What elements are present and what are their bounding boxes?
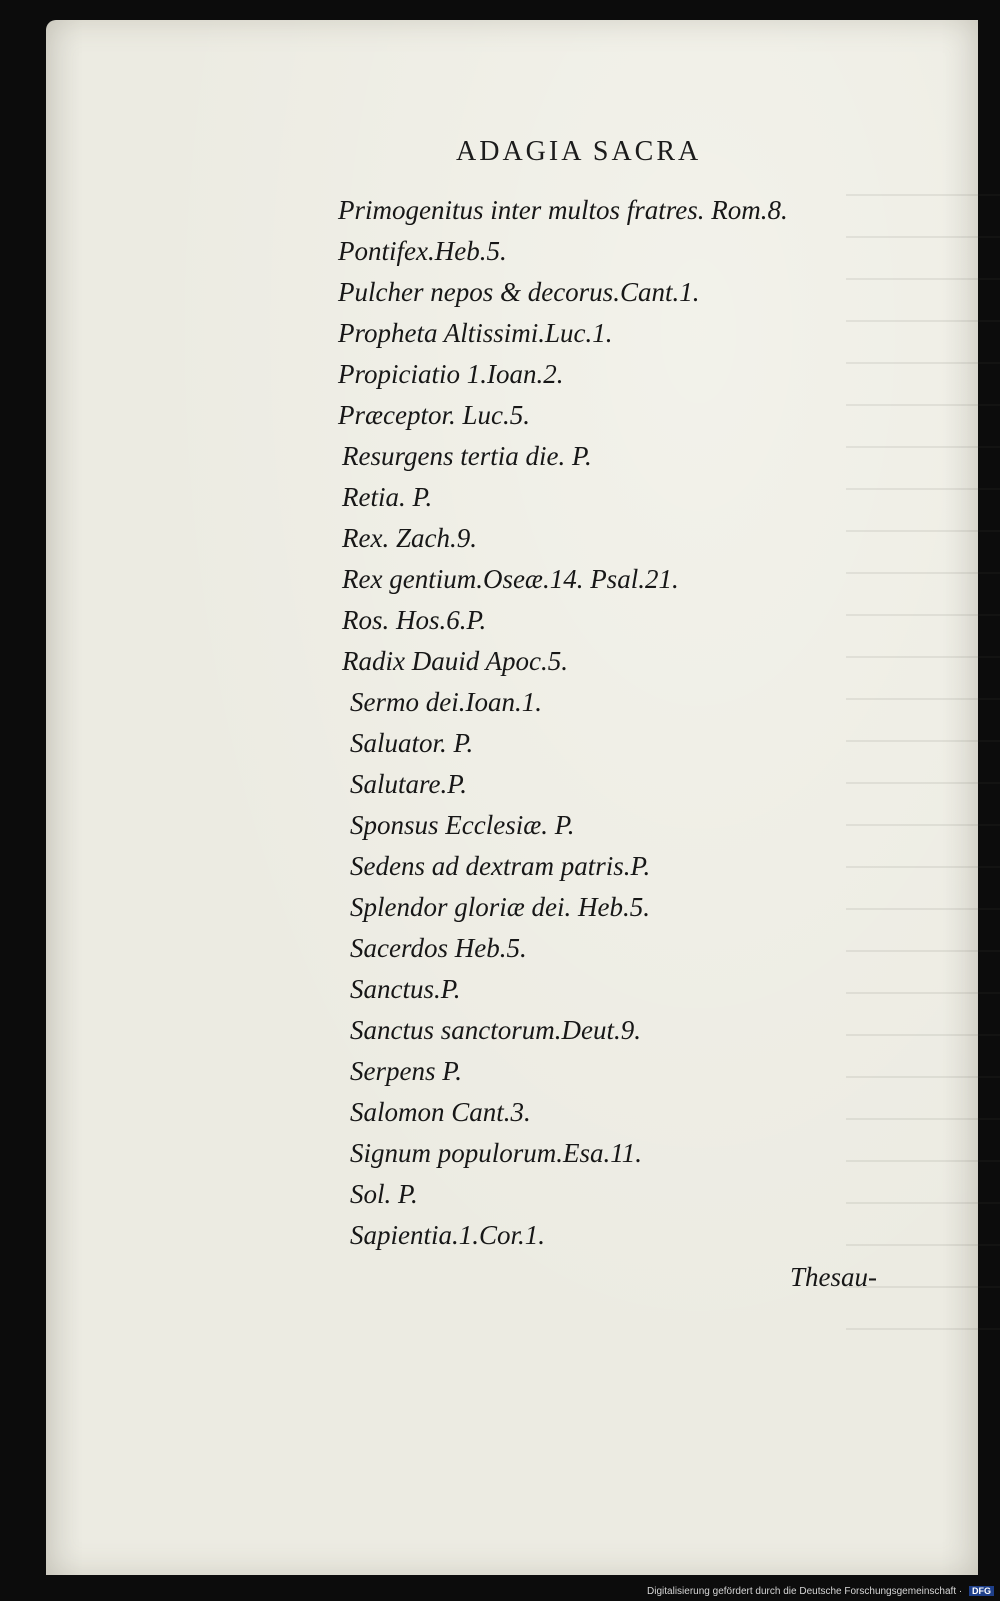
entry-line: Serpens P.: [350, 1056, 462, 1086]
entry-line: Primogenitus inter multos fratres. Rom.8.: [338, 195, 788, 225]
entry-line: Sedens ad dextram patris.P.: [350, 851, 651, 881]
entry-line: Sermo dei.Ioan.1.: [350, 687, 542, 717]
entry-line: Sacerdos Heb.5.: [350, 933, 527, 963]
entry-line: Salutare.P.: [350, 769, 468, 799]
entry-line: Resurgens tertia die. P.: [342, 441, 592, 471]
entry-line: Radix Dauid Apoc.5.: [342, 646, 568, 676]
entry-line: Præceptor. Luc.5.: [338, 400, 530, 430]
entry-line: Sol. P.: [350, 1179, 418, 1209]
entry-line: Splendor gloriæ dei. Heb.5.: [350, 892, 650, 922]
entry-list: [338, 190, 878, 1256]
catchword: Thesau-: [790, 1262, 877, 1292]
entry-line: Retia. P.: [342, 482, 433, 512]
entry-line: Salomon Cant.3.: [350, 1097, 531, 1127]
entry-line: Pulcher nepos & decorus.Cant.1.: [338, 277, 700, 307]
entry-line: Ros. Hos.6.P.: [342, 605, 487, 635]
entry-line: Rex. Zach.9.: [342, 523, 477, 553]
entry-line: Saluator. P.: [350, 728, 474, 758]
entry-line: Pontifex.Heb.5.: [338, 236, 507, 266]
running-head: ADAGIA SACRA: [456, 136, 702, 167]
entry-line: Sanctus sanctorum.Deut.9.: [350, 1015, 641, 1045]
entry-line: Sponsus Ecclesiæ. P.: [350, 810, 575, 840]
entry-line: Sanctus.P.: [350, 974, 461, 1004]
entry-line: Sapientia.1.Cor.1.: [350, 1220, 546, 1250]
entry-line: Signum populorum.Esa.11.: [350, 1138, 643, 1168]
digitization-credit: [647, 1586, 994, 1597]
entry-line: Propheta Altissimi.Luc.1.: [338, 318, 613, 348]
credit-text: Digitalisierung gefördert durch die Deutsche Forschungsgemeinschaft ·: [647, 1586, 963, 1597]
entry-line: Propiciatio 1.Ioan.2.: [338, 359, 564, 389]
dfg-logo: DFG: [969, 1586, 994, 1596]
entry-line: Rex gentium.Oseæ.14. Psal.21.: [342, 564, 679, 594]
